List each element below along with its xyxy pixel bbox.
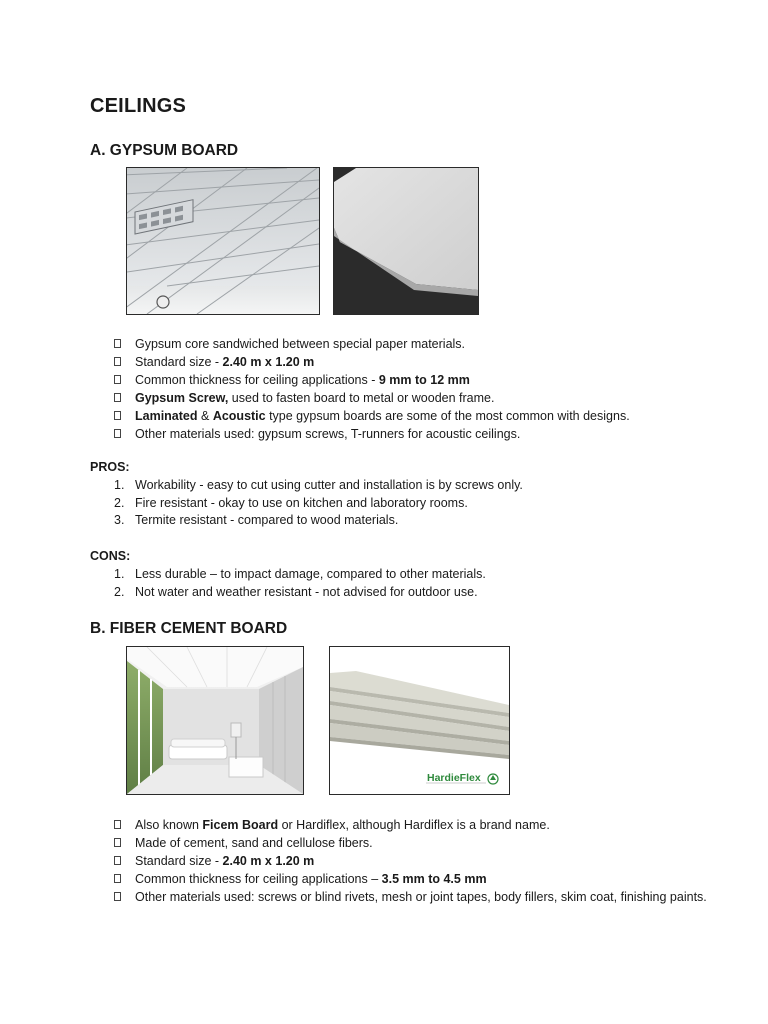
list-item: 2. Not water and weather resistant - not advised for outdoor use. xyxy=(114,584,478,599)
bullet-box-icon xyxy=(114,393,121,402)
list-item: Gypsum Screw, used to fasten board to metal or wooden frame. xyxy=(114,389,714,407)
cons-list xyxy=(114,566,714,601)
list-item: Other materials used: screws or blind rivets, mesh or joint tapes, body fillers, skim coat, finishing paints. xyxy=(114,888,714,906)
list-item: Standard size - 2.40 m x 1.20 m xyxy=(114,353,714,371)
bullet-box-icon xyxy=(114,892,121,901)
list-item: 1. Less durable – to impact damage, compared to other materials. xyxy=(114,567,486,581)
list-item: Laminated & Acoustic type gypsum boards are some of the most common with designs. xyxy=(114,407,714,425)
list-item: Made of cement, sand and cellulose fibers. xyxy=(114,834,714,852)
fiber-cement-room-photo xyxy=(126,646,304,795)
list-item: Common thickness for ceiling applications – 3.5 mm to 4.5 mm xyxy=(114,870,714,888)
fiber-cement-features-list xyxy=(114,816,714,906)
svg-text:HardieFlex: HardieFlex xyxy=(427,772,481,784)
bullet-box-icon xyxy=(114,820,121,829)
bullet-box-icon xyxy=(114,874,121,883)
list-item: Other materials used: gypsum screws, T-runners for acoustic ceilings. xyxy=(114,425,714,443)
cons-label: CONS: xyxy=(90,549,131,563)
bullet-box-icon xyxy=(114,375,121,384)
section-heading-fiber-cement: B. FIBER CEMENT BOARD xyxy=(90,620,288,637)
list-item: Gypsum core sandwiched between special paper materials. xyxy=(114,335,714,353)
bullet-box-icon xyxy=(114,339,121,348)
gypsum-features-list xyxy=(114,335,714,443)
pros-label: PROS: xyxy=(90,460,130,474)
page-title: CEILINGS xyxy=(90,95,187,117)
gypsum-ceiling-photo xyxy=(126,167,320,315)
list-item: 3. Termite resistant - compared to wood materials. xyxy=(114,513,399,528)
list-item: Common thickness for ceiling applications - 9 mm to 12 mm xyxy=(114,371,714,389)
list-item: Standard size - 2.40 m x 1.20 m xyxy=(114,852,714,870)
list-item: Also known Ficem Board or Hardiflex, although Hardiflex is a brand name. xyxy=(114,816,714,834)
bullet-box-icon xyxy=(114,429,121,438)
list-item: 1. Workability - easy to cut using cutter and installation is by screws only. xyxy=(114,478,523,492)
bullet-box-icon xyxy=(114,838,121,847)
gypsum-board-closeup-photo xyxy=(333,167,479,315)
pros-list xyxy=(114,477,714,530)
bullet-box-icon xyxy=(114,411,121,420)
section-heading-gypsum: A. GYPSUM BOARD xyxy=(90,142,239,159)
bullet-box-icon xyxy=(114,357,121,366)
list-item: 2. Fire resistant - okay to use on kitchen and laboratory rooms. xyxy=(114,495,468,510)
bullet-box-icon xyxy=(114,856,121,865)
hardieflex-boards-photo xyxy=(329,646,510,795)
